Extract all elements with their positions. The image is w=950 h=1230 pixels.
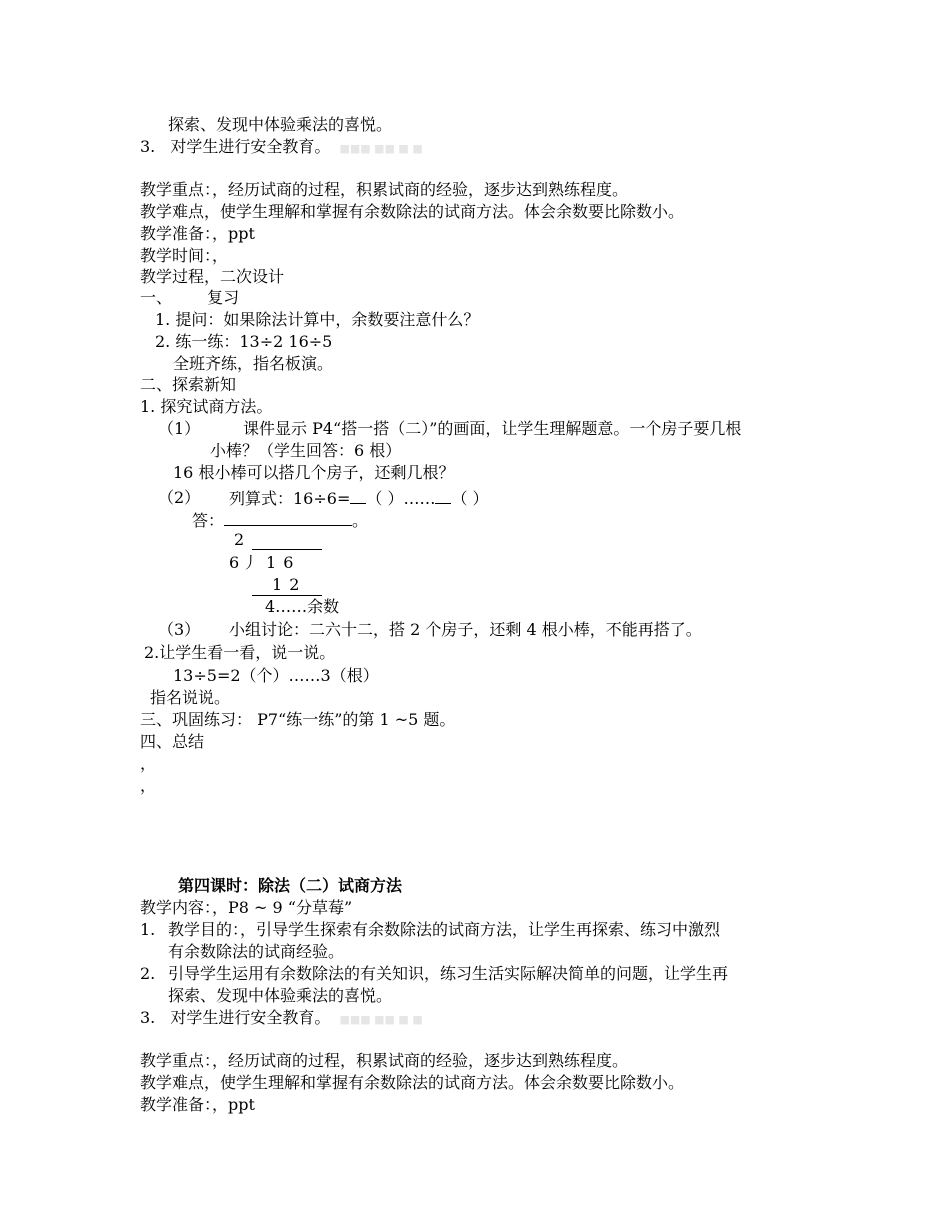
preparation: 教学准备：，ppt: [140, 1095, 255, 1114]
step-2-formula: [229, 488, 489, 509]
stray-comma: ，: [140, 754, 157, 773]
objective-item-1-number: 1.: [140, 920, 156, 939]
section-4-heading: 四、总结: [140, 732, 205, 751]
item-number: 3.: [140, 137, 156, 156]
whole-class-practice: 全班齐练，指名板演。: [173, 354, 334, 373]
difficulty: 教学难点，使学生理解和掌握有余数除法的试商方法。体会余数要比除数小。: [140, 1073, 685, 1092]
formula-part-a: 列算式：16÷6=: [229, 489, 351, 508]
review-question-1: 1. 提问：如果除法计算中，余数要注意什么？: [155, 310, 480, 329]
step-1-question: 16 根小棒可以搭几个房子，还剩几根？: [173, 463, 455, 482]
blank-remainder: [435, 488, 451, 504]
blank-quotient: [350, 488, 366, 504]
objective-item-3: [140, 1008, 423, 1030]
explore-method: 1. 探究试商方法。: [140, 397, 273, 416]
objective-item-2-number: 2.: [140, 964, 156, 983]
key-point: 教学重点：，经历试商的过程，积累试商的经验，逐步达到熟练程度。: [140, 180, 629, 199]
step-3-text: 小组讨论：二六十二，搭 2 个房子，还剩 4 根小棒，不能再搭了。: [229, 620, 702, 639]
preparation: 教学准备：，ppt: [140, 224, 255, 243]
answer-line: [192, 510, 368, 531]
see-and-say: 2.让学生看一看，说一说。: [144, 643, 336, 662]
division-subtract-line: [252, 595, 322, 596]
section-title: 复习: [207, 288, 240, 307]
teaching-process: 教学过程，二次设计: [140, 267, 285, 286]
stray-comma: ，: [140, 776, 157, 795]
division-divisor: 6: [229, 553, 240, 572]
lesson-title: 第四课时：除法（二）试商方法: [178, 876, 403, 895]
step-1-continuation: 小棒？（学生回答：6 根）: [210, 441, 402, 460]
item-text: 对学生进行安全教育。: [170, 137, 331, 156]
answer-label: 答：: [192, 511, 225, 530]
division-dividend: 1 6: [266, 553, 295, 572]
section-number: 一、: [140, 288, 173, 307]
division-bracket: 丿: [242, 553, 259, 572]
section-3-heading: 三、巩固练习： P7“练一练”的第 1 ~5 题。: [140, 710, 456, 729]
objective-item-1-continuation: 有余数除法的试商经验。: [168, 942, 345, 961]
objective-continuation: 探索、发现中体验乘法的喜悦。: [168, 115, 393, 134]
objective-item-2-text: 引导学生运用有余数除法的有关知识，练习生活实际解决简单的问题，让学生再: [168, 964, 729, 983]
name-and-say: 指名说说。: [150, 688, 231, 707]
division-quotient: 2: [234, 530, 245, 549]
difficulty: 教学难点，使学生理解和掌握有余数除法的试商方法。体会余数要比除数小。: [140, 202, 685, 221]
step-1-text: 课件显示 P4“搭一搭（二）”的画面，让学生理解题意。一个房子要几根: [243, 419, 742, 438]
division-remainder: 4……余数: [265, 597, 340, 616]
key-point: 教学重点：，经历试商的过程，积累试商的经验，逐步达到熟练程度。: [140, 1051, 629, 1070]
faint-watermark-mark: ■■■ ■■ ■ ■: [339, 1013, 423, 1026]
item-text: 对学生进行安全教育。: [170, 1008, 331, 1027]
division-product: 1 2: [272, 575, 301, 594]
objective-item-2-continuation: 探索、发现中体验乘法的喜悦。: [168, 986, 393, 1005]
lesson-content: 教学内容：，P8 ~ 9 “分草莓”: [140, 898, 353, 917]
formula-part-c: （ ）: [451, 489, 489, 508]
section-1-heading: [140, 288, 239, 308]
objective-item-1-text: 教学目的：，引导学生探索有余数除法的试商方法，让学生再探索、练习中激烈: [168, 920, 721, 939]
step-1-num: （1）: [158, 419, 201, 438]
formula-part-b: （ ）……: [366, 489, 436, 508]
review-question-2: 2. 练一练：13÷2 16÷5: [155, 332, 333, 351]
division-bar: [252, 549, 322, 550]
faint-watermark-mark: ■■■ ■■ ■ ■: [339, 142, 423, 155]
step-2-num: （2）: [158, 488, 201, 507]
section-2-heading: 二、探索新知: [140, 375, 237, 394]
teaching-time: 教学时间：，: [140, 246, 229, 265]
step-3-num: （3）: [158, 620, 201, 639]
item-number: 3.: [140, 1008, 156, 1027]
objective-item-3: [140, 137, 423, 159]
answer-blank: [224, 510, 352, 526]
answer-end: 。: [352, 511, 369, 530]
example-equation: 13÷5=2（个）……3（根）: [173, 666, 379, 685]
